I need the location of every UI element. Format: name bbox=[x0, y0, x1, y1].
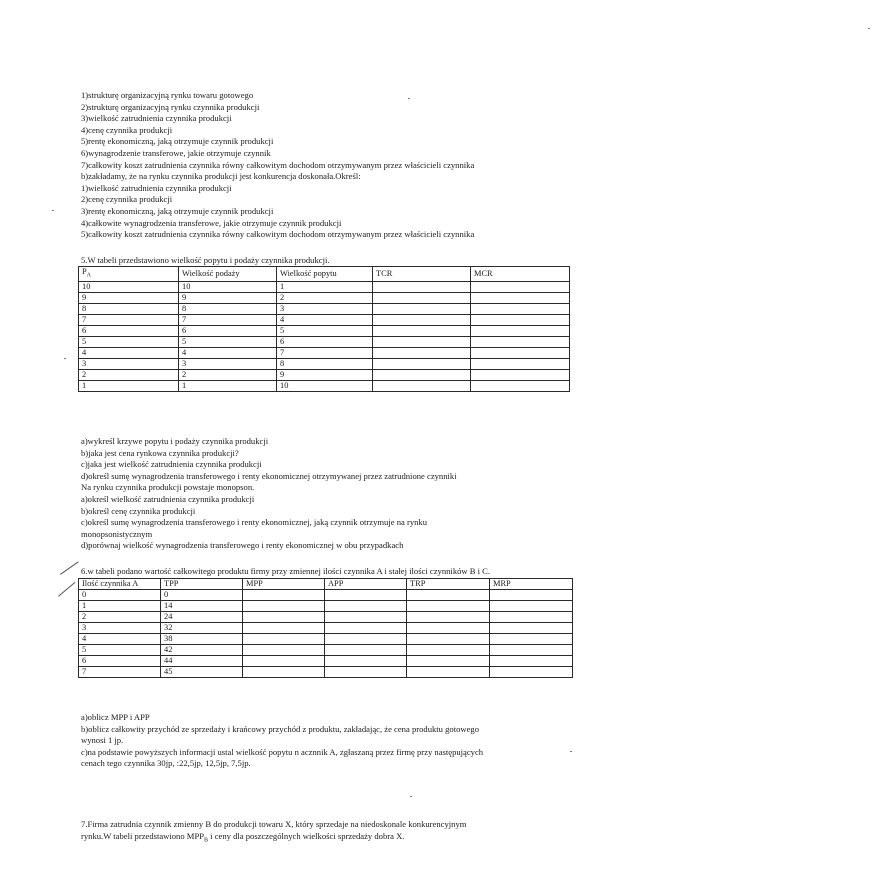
question-line: wynosi 1 jp. bbox=[81, 735, 124, 746]
table-cell: 2 bbox=[79, 612, 161, 623]
table-cell bbox=[325, 634, 407, 645]
header-cell: Wielkość popytu bbox=[277, 267, 373, 282]
scan-speck bbox=[410, 796, 412, 797]
table-cell bbox=[325, 590, 407, 601]
table-header-row bbox=[79, 267, 570, 282]
table-row bbox=[79, 645, 573, 656]
table-cell: 10 bbox=[179, 281, 277, 292]
table-cell: 44 bbox=[161, 656, 243, 667]
table-cell: 5 bbox=[277, 325, 373, 336]
table-cell: 9 bbox=[179, 292, 277, 303]
table-cell: 10 bbox=[277, 380, 373, 391]
table-cell bbox=[243, 656, 325, 667]
table-cell: 42 bbox=[161, 645, 243, 656]
section-top-list bbox=[81, 90, 474, 241]
table-cell: 6 bbox=[277, 336, 373, 347]
table-cell: 1 bbox=[79, 380, 179, 391]
table-cell bbox=[490, 667, 573, 678]
table-cell: 5 bbox=[79, 336, 179, 347]
table-cell bbox=[243, 590, 325, 601]
table-cell: 3 bbox=[79, 623, 161, 634]
table-cell: 4 bbox=[277, 314, 373, 325]
question-line: c)określ sumę wynagrodzenia transferowego i renty ekonomicznej, jaką czynnik otrzymuje na rynku bbox=[81, 517, 428, 528]
table-cell bbox=[407, 623, 490, 634]
table-cell: 4 bbox=[79, 347, 179, 358]
table-row bbox=[79, 623, 573, 634]
question-line: b)określ cenę czynnika produkcji bbox=[81, 505, 196, 516]
question-line: d)porównaj wielkość wynagrodzenia transferowego i renty ekonomicznej w obu przypadkach bbox=[81, 540, 404, 551]
table-row bbox=[79, 612, 573, 623]
table-cell bbox=[471, 303, 570, 314]
table-cell: 7 bbox=[79, 314, 179, 325]
table-cell: 6 bbox=[179, 325, 277, 336]
table-cell: 1 bbox=[277, 281, 373, 292]
task5-table bbox=[78, 266, 570, 392]
table-row bbox=[79, 634, 573, 645]
table-cell bbox=[407, 667, 490, 678]
table-cell bbox=[243, 667, 325, 678]
scan-speck bbox=[408, 98, 410, 99]
table-row bbox=[79, 336, 570, 347]
list-line: 4)całkowite wynagrodzenia transferowe, jakie otrzymuje czynnik produkcji bbox=[81, 217, 342, 228]
table-cell bbox=[325, 623, 407, 634]
list-line: b)zakładamy, że na rynku czynnika produkcji jest konkurencja doskonała.Określ: bbox=[81, 171, 361, 182]
table-cell: 38 bbox=[161, 634, 243, 645]
table-cell: 8 bbox=[179, 303, 277, 314]
table-cell bbox=[471, 314, 570, 325]
table-cell bbox=[373, 281, 471, 292]
table-row bbox=[79, 314, 570, 325]
table-cell bbox=[471, 325, 570, 336]
table-cell: 10 bbox=[79, 281, 179, 292]
scan-speck bbox=[52, 210, 54, 211]
table-cell bbox=[471, 369, 570, 380]
header-cell: Wielkość podaży bbox=[179, 267, 277, 282]
table-cell: 3 bbox=[79, 358, 179, 369]
table-row bbox=[79, 656, 573, 667]
table-cell bbox=[243, 634, 325, 645]
table-cell bbox=[373, 369, 471, 380]
table-cell: 32 bbox=[161, 623, 243, 634]
header-cell: TPP bbox=[161, 579, 243, 590]
question-line: c)na podstawie powyższych informacji ustal wielkość popytu n acznnik A, zgłaszaną przez firmę przy następujących bbox=[81, 746, 484, 757]
table-cell bbox=[373, 358, 471, 369]
table-cell: 5 bbox=[179, 336, 277, 347]
table-cell bbox=[325, 601, 407, 612]
table-cell bbox=[373, 380, 471, 391]
table-cell: 6 bbox=[79, 656, 161, 667]
task6-questions bbox=[81, 712, 483, 770]
table-cell: 3 bbox=[179, 358, 277, 369]
table-cell bbox=[243, 612, 325, 623]
table-cell bbox=[471, 292, 570, 303]
header-cell: TRP bbox=[407, 579, 490, 590]
table-cell bbox=[373, 292, 471, 303]
table-row bbox=[79, 667, 573, 678]
table-cell bbox=[325, 656, 407, 667]
table-cell bbox=[490, 612, 573, 623]
scan-speck bbox=[868, 28, 870, 29]
table-cell bbox=[490, 634, 573, 645]
table-row bbox=[79, 358, 570, 369]
table-cell bbox=[407, 590, 490, 601]
list-line: 1)strukturę organizacyjną rynku towaru gotowego bbox=[81, 90, 254, 100]
table-cell: 5 bbox=[79, 645, 161, 656]
table-cell: 2 bbox=[79, 369, 179, 380]
header-cell: MCR bbox=[471, 267, 570, 282]
task7-text bbox=[81, 819, 466, 847]
table-cell: 8 bbox=[79, 303, 179, 314]
table-cell: 7 bbox=[179, 314, 277, 325]
question-line: cenach tego czynnika 30jp, :22,5jp, 12,5jp, 7,5jp. bbox=[81, 758, 251, 769]
table-row bbox=[79, 601, 573, 612]
header-cell: TCR bbox=[373, 267, 471, 282]
table-cell bbox=[243, 645, 325, 656]
task5-questions bbox=[81, 436, 457, 552]
table-row bbox=[79, 292, 570, 303]
table-cell bbox=[490, 656, 573, 667]
header-cell: MPP bbox=[243, 579, 325, 590]
task5-title: 5.W tabeli przedstawiono wielkość popytu i podaży czynnika produkcji. bbox=[81, 255, 330, 265]
table-cell: 4 bbox=[79, 634, 161, 645]
list-line: 2)cenę czynnika produkcji bbox=[81, 194, 173, 205]
table-cell bbox=[373, 303, 471, 314]
list-line: 6)wynagrodzenie transferowe, jakie otrzymuje czynnik bbox=[81, 147, 271, 158]
table-cell bbox=[407, 656, 490, 667]
table-cell: 1 bbox=[179, 380, 277, 391]
table-cell bbox=[325, 667, 407, 678]
scan-speck bbox=[64, 358, 66, 359]
table-cell: 14 bbox=[161, 601, 243, 612]
table-cell bbox=[490, 645, 573, 656]
table-row bbox=[79, 380, 570, 391]
header-cell: APP bbox=[325, 579, 407, 590]
table-row bbox=[79, 325, 570, 336]
list-line: 7)całkowity koszt zatrudnienia czynnika równy całkowitym dochodom otrzymywanym przez właścicieli czynnika bbox=[81, 159, 475, 170]
table-cell bbox=[407, 634, 490, 645]
table-cell: 8 bbox=[277, 358, 373, 369]
table-cell: 45 bbox=[161, 667, 243, 678]
table-row bbox=[79, 347, 570, 358]
list-line: 5)całkowity koszt zatrudnienia czynnika równy całkowitym dochodom otrzymywanym przez właścicieli czynnika bbox=[81, 229, 475, 240]
header-cell: MRP bbox=[490, 579, 573, 590]
list-line: 2)strukturę organizacyjną rynku czynnika produkcji bbox=[81, 101, 260, 112]
question-line: b)jaka jest cena rynkowa czynnika produkcji? bbox=[81, 447, 239, 458]
table-cell: 0 bbox=[79, 590, 161, 601]
table-cell bbox=[373, 314, 471, 325]
table-cell: 2 bbox=[179, 369, 277, 380]
question-line: a)określ wielkość zatrudnienia czynnika produkcji bbox=[81, 493, 255, 504]
table-cell bbox=[373, 325, 471, 336]
question-line: Na rynku czynnika produkcji powstaje monopson. bbox=[81, 482, 255, 493]
question-line: d)określ sumę wynagrodzenia transferowego i renty ekonomicznej otrzymywanej przez zatrudnione czynniki bbox=[81, 470, 457, 481]
table-cell bbox=[325, 645, 407, 656]
table-row bbox=[79, 590, 573, 601]
table-cell bbox=[243, 601, 325, 612]
task7-line2: rynku.W tabeli przedstawiono $MPP_B$ i ceny dla poszczególnych wielkości sprzedaży dobra X. bbox=[81, 830, 405, 844]
table-cell bbox=[243, 623, 325, 634]
scan-speck bbox=[570, 751, 572, 752]
table-row bbox=[79, 369, 570, 380]
table-cell: 9 bbox=[277, 369, 373, 380]
table-cell: 2 bbox=[277, 292, 373, 303]
table-cell: 0 bbox=[161, 590, 243, 601]
question-line: b)oblicz całkowity przychód ze sprzedaży i krańcowy przychód z produktu, zakładając, że cena produktu gotowego bbox=[81, 723, 480, 734]
table-cell bbox=[407, 645, 490, 656]
table-cell bbox=[471, 358, 570, 369]
table-cell: 4 bbox=[179, 347, 277, 358]
table-cell bbox=[471, 281, 570, 292]
question-line: monopsonistycznym bbox=[81, 528, 153, 539]
table-cell bbox=[407, 601, 490, 612]
task7-line1: 7.Firma zatrudnia czynnik zmienny B do produkcji towaru X, który sprzedaje na niedoskonale konkurencyjnym bbox=[81, 819, 467, 829]
question-line: a)oblicz MPP i APP bbox=[81, 712, 150, 722]
table-cell bbox=[471, 380, 570, 391]
scan-mark bbox=[60, 561, 79, 574]
table-cell: 7 bbox=[79, 667, 161, 678]
task6-title: 6.w tabeli podano wartość całkowitego produktu firmy przy zmiennej ilości czynnika A i stałej ilości czynników B i C. bbox=[81, 566, 491, 576]
table-cell: 9 bbox=[79, 292, 179, 303]
table-cell bbox=[490, 590, 573, 601]
list-line: 3)wielkość zatrudnienia czynnika produkcji bbox=[81, 113, 232, 124]
list-line: 1)wielkość zatrudnienia czynnika produkcji bbox=[81, 182, 232, 193]
table-cell bbox=[407, 612, 490, 623]
header-cell-p: $P_A$ bbox=[79, 267, 179, 282]
table-cell bbox=[490, 623, 573, 634]
table-cell bbox=[373, 336, 471, 347]
table-row bbox=[79, 281, 570, 292]
task6-table bbox=[78, 578, 573, 678]
list-line: 4)cenę czynnika produkcji bbox=[81, 124, 173, 135]
table-cell: 1 bbox=[79, 601, 161, 612]
table-row bbox=[79, 303, 570, 314]
table-cell: 7 bbox=[277, 347, 373, 358]
table-cell: 24 bbox=[161, 612, 243, 623]
scan-mark bbox=[58, 582, 75, 597]
table-cell: 6 bbox=[79, 325, 179, 336]
table-cell: 3 bbox=[277, 303, 373, 314]
header-cell: Ilość czynnika A bbox=[79, 579, 161, 590]
table-cell bbox=[373, 347, 471, 358]
list-line: 5)rentę ekonomiczną, jaką otrzymuje czynnik produkcji bbox=[81, 136, 274, 147]
table-cell bbox=[325, 612, 407, 623]
table-cell bbox=[471, 347, 570, 358]
question-line: a)wykreśl krzywe popytu i podaży czynnika produkcji bbox=[81, 436, 269, 446]
table-header-row bbox=[79, 579, 573, 590]
question-line: c)jaka jest wielkość zatrudnienia czynnika produkcji bbox=[81, 459, 262, 470]
list-line: 3)rentę ekonomiczną, jaką otrzymuje czynnik produkcji bbox=[81, 205, 274, 216]
table-cell bbox=[471, 336, 570, 347]
table-cell bbox=[490, 601, 573, 612]
